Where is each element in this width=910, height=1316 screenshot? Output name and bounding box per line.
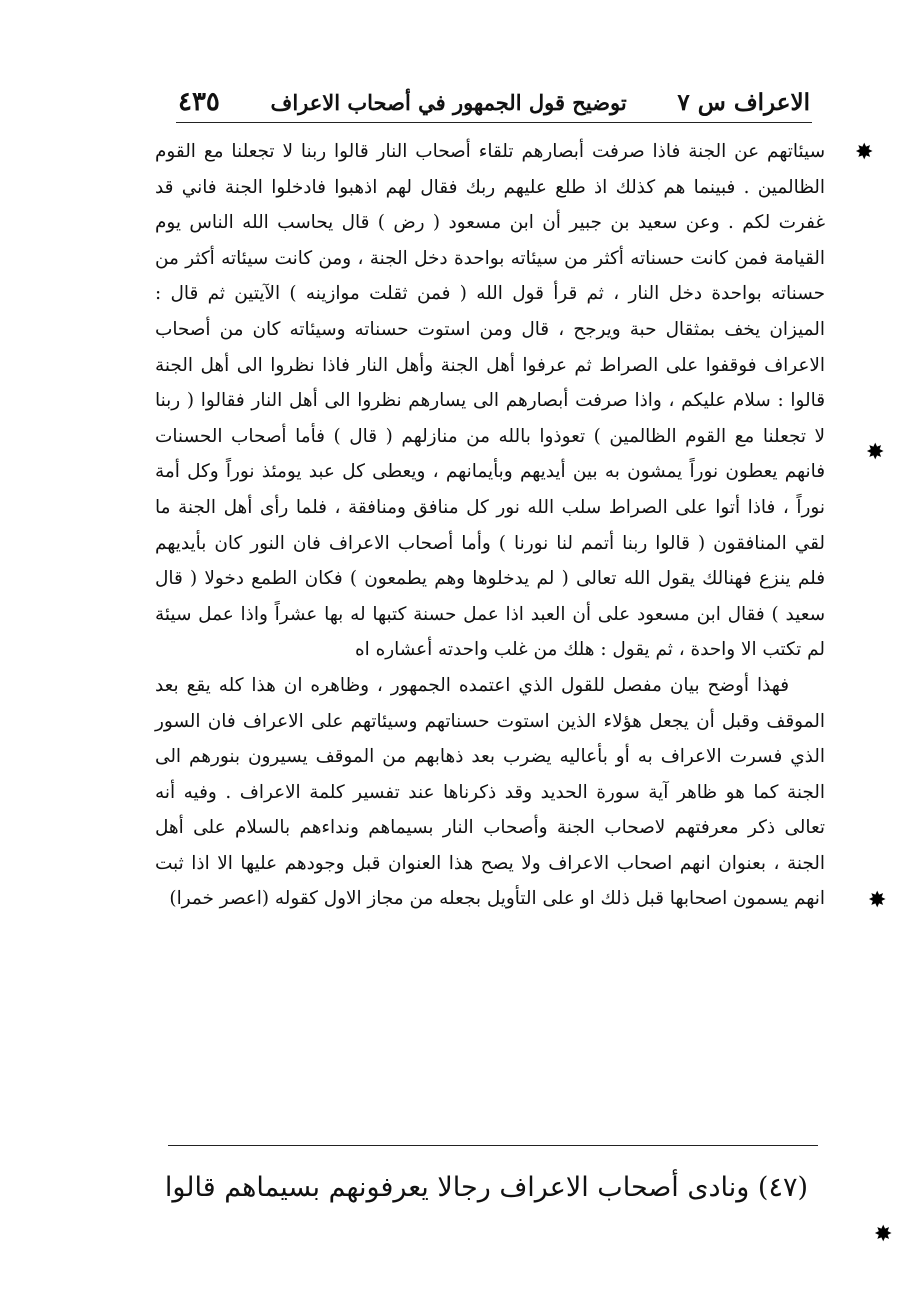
commentary-body (155, 134, 825, 917)
page-number: ٤٣٥ (178, 87, 220, 117)
commentary-paragraph-2: فهذا أوضح بيان مفصل للقول الذي اعتمده الجمهور ، وظاهره ان هذا كله يقع بعد الموقف وقبل أن يجعل هؤلاء الذين استوت حسناتهم وسيئاتهم على الاعراف فان السور الذي فسرت الاعراف به أو بأعاليه يضرب بعد ذهابهم من الموقف يسيرون بنورهم الى الجنة كما هو ظاهر آية سورة الحديد وقد ذكرناها عند تفسير كلمة الاعراف . وفيه أنه تعالى ذكر معرفتهم لاصحاب الجنة وأصحاب النار بسيماهم ونداءهم بالسلام على أهل الجنة ، بعنوان انهم اصحاب الاعراف ولا يصح هذا العنوان قبل وجودهم عليها الا اذا ثبت انهم يسمون اصحابها قبل ذلك او على التأويل بجعله من مجاز الاول كقوله (اعصر خمرا) (155, 674, 825, 910)
margin-star-icon: ✸ (874, 1222, 893, 1247)
verse-divider (168, 1145, 818, 1146)
margin-star-icon: ✸ (855, 140, 874, 165)
running-title: توضيح قول الجمهور في أصحاب الاعراف (270, 89, 627, 115)
header-divider (176, 122, 812, 123)
margin-star-icon: ✸ (866, 440, 885, 465)
margin-star-icon: ✸ (868, 888, 887, 913)
commentary-paragraph-1: سيئاتهم عن الجنة فاذا صرفت أبصارهم تلقاء أصحاب النار قالوا ربنا لا تجعلنا مع القوم الظالمين . فبينما هم كذلك اذ طلع عليهم ربك فقال لهم اذهبوا فادخلوا الجنة فاني قد غفرت لكم . وعن سعيد بن جبير أن ابن مسعود ( رض ) قال يحاسب الله الناس يوم القيامة فمن كانت حسناته أكثر من سيئاته بواحدة دخل الجنة ، ومن كانت سيئاته أكثر من حسناته بواحدة دخل النار ، ثم قرأ قول الله ( فمن ثقلت موازينه ) الآيتين ثم قال : الميزان يخف بمثقال حبة ويرجح ، قال ومن استوت حسناته وسيئاته كان من أصحاب الاعراف فوقفوا على الصراط ثم عرفوا أهل الجنة وأهل النار فاذا نظروا الى أهل الجنة قالوا : سلام عليكم ، واذا صرفت أبصارهم الى يسارهم نظروا الى أهل النار فقالوا ( ربنا لا تجعلنا مع القوم الظالمين ) تعوذوا بالله من منازلهم ( قال ) فأما أصحاب الحسنات فانهم يعطون نوراً يمشون به بين أيديهم وبأيمانهم ، ويعطى كل عبد يومئذ نوراً وكل أمة نوراً ، فاذا أتوا على الصراط سلب الله نور كل منافق ومنافقة ، فلما رأى أهل الجنة ما لقي المنافقون ( قالوا ربنا أتمم لنا نورنا ) وأما أصحاب الاعراف فان النور كان بأيديهم فلم ينزع فهنالك يقول الله تعالى ( لم يدخلوها وهم يطمعون ) فكان الطمع دخولا ( قال سعيد ) فقال ابن مسعود على أن العبد اذا عمل حسنة كتبها له بها عشراً واذا عمل سيئة لم تكتب الا واحدة ، ثم يقول : هلك من غلب واحدته أعشاره اه (155, 141, 825, 661)
surah-reference: الاعراف س ٧ (677, 88, 810, 116)
page-header (178, 80, 810, 124)
quran-verse: (٤٧) ونادى أصحاب الاعراف رجالا يعرفونهم بسيماهم قالوا (164, 1172, 808, 1203)
